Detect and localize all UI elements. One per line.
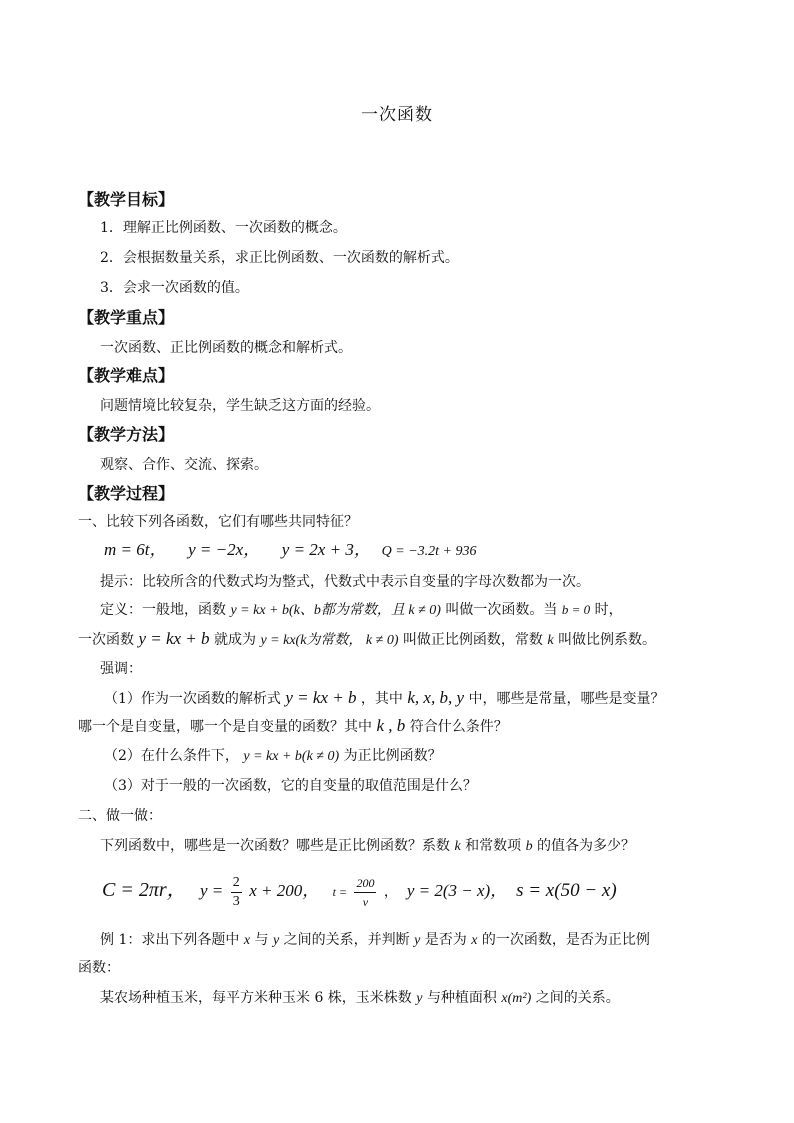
objective-item: 1．理解正比例函数、一次函数的概念。: [100, 220, 347, 236]
difficulties-heading: 【教学难点】: [78, 366, 175, 385]
formula-y-frac: x + 200，: [249, 881, 320, 900]
example-var: y: [414, 933, 421, 948]
methods-text: 观察、合作、交流、探索。: [100, 457, 268, 473]
example-var: x(m²): [501, 991, 532, 1006]
example-var: y: [416, 991, 423, 1006]
question-text: 符合什么条件？: [409, 719, 508, 735]
example-1-line-2: 函数：: [78, 960, 120, 976]
page-title: 一次函数: [361, 105, 433, 125]
definition-text: 一次函数: [78, 632, 134, 648]
definition-condition: b = 0: [561, 602, 591, 617]
example-text: 的一次函数，是否为正比例: [481, 932, 650, 948]
question-var: k: [454, 839, 461, 854]
question-3: （3）对于一般的一次函数，它的自变量的取值范围是什么？: [104, 778, 477, 794]
definition-text: 叫做比例系数。: [558, 632, 657, 648]
emphasis-label: 强调：: [100, 661, 142, 677]
hint-text: 提示：比较所含的代数式均为整式，代数式中表示自变量的字母次数都为一次。: [100, 574, 590, 590]
example-text: 某农场种植玉米，每平方米种玉米 6 株，玉米株数: [100, 990, 412, 1006]
question-text: 中，哪些是常量，哪些是变量？: [468, 691, 665, 707]
difficulties-text: 问题情境比较复杂，学生缺乏这方面的经验。: [100, 398, 380, 414]
objectives-heading: 【教学目标】: [78, 190, 175, 209]
methods-heading: 【教学方法】: [78, 425, 175, 444]
definition-formula: y = kx + b: [138, 629, 210, 648]
example-text: 与: [254, 932, 269, 948]
part2-title: 二、做一做：: [78, 808, 162, 824]
example-text: 之间的关系。: [535, 990, 620, 1006]
definition-formula: y = kx + b(k、b都为常数，且 k ≠ 0): [230, 603, 441, 618]
question-text: （2）在什么条件下，: [104, 748, 239, 764]
question-text: 为正比例函数？: [343, 748, 442, 764]
definition-text: 定义：一般地，函数: [100, 602, 226, 618]
formula-q: Q = −3.2t + 936: [381, 544, 477, 559]
question-text: 的值各为多少？: [537, 838, 636, 854]
part2-formulas: [102, 870, 617, 912]
objective-item: 3．会求一次函数的值。: [100, 280, 249, 296]
objective-item: 2．会根据数量关系，求正比例函数、一次函数的解析式。: [100, 250, 459, 266]
question-1-line-1: [104, 688, 664, 709]
question-formula: y = kx + b(k ≠ 0): [243, 749, 340, 764]
example-1-line-1: [100, 930, 650, 951]
formula-y-paren: y = 2(3 − x)，: [406, 881, 508, 900]
fraction-denominator: 3: [232, 893, 240, 909]
formula-c: C = 2πr，: [102, 879, 187, 901]
example-1-item: [100, 988, 620, 1009]
fraction-two-thirds: [231, 874, 242, 911]
question-text: ，其中: [360, 691, 403, 707]
example-var: x: [243, 933, 251, 948]
formula-t: ，: [383, 884, 398, 900]
formula-t: t =: [332, 885, 348, 899]
definition-formula: y = kx(k为常数， k ≠ 0): [260, 633, 399, 648]
fraction-numerator: 2: [231, 874, 242, 893]
formula-y2: y = 2x + 3，: [281, 540, 371, 559]
definition-text: 叫做一次函数。当: [445, 602, 558, 618]
example-var: y: [272, 933, 280, 948]
definition-text: 叫做正比例函数，常数: [402, 632, 543, 648]
example-text: 之间的关系，并判断: [283, 932, 410, 948]
part1-formulas: [104, 540, 476, 562]
question-text: 下列函数中，哪些是一次函数？哪些是正比例函数？系数: [100, 838, 450, 854]
formula-s: s = x(50 − x): [516, 880, 617, 901]
definition-line-2: [78, 629, 656, 651]
formula-m: m = 6t，: [104, 540, 167, 559]
example-text: 与种植面积: [426, 990, 497, 1006]
example-text: 是否为: [424, 932, 467, 948]
definition-line-1: [100, 600, 623, 621]
question-text: （1）作为一次函数的解析式: [104, 691, 281, 707]
part2-question: [100, 836, 635, 857]
fraction-denominator: v: [362, 894, 369, 909]
part1-title: 一、比较下列各函数，它们有哪些共同特征？: [78, 514, 358, 530]
example-text: 例 1：求出下列各题中: [100, 932, 240, 948]
key-points-heading: 【教学重点】: [78, 308, 175, 327]
formula-y-frac: y =: [200, 881, 224, 900]
question-var: b: [525, 839, 533, 854]
example-var: x: [471, 933, 478, 948]
fraction-numerator: 200: [354, 874, 376, 893]
definition-var: k: [547, 633, 554, 648]
question-1-line-2: [78, 716, 508, 737]
question-text: 哪一个是自变量，哪一个是自变量的函数？其中: [78, 719, 372, 735]
key-points-text: 一次函数、正比例函数的概念和解析式。: [100, 340, 352, 356]
question-2: [104, 746, 442, 767]
question-text: 和常数项: [465, 838, 522, 854]
question-formula: y = kx + b: [285, 688, 357, 707]
definition-text: 就成为: [214, 632, 256, 648]
question-vars: k, x, b, y: [407, 688, 465, 707]
question-vars: k , b: [376, 716, 406, 735]
fraction-200-v: [354, 874, 376, 911]
process-heading: 【教学过程】: [78, 484, 175, 503]
definition-text: 时，: [594, 602, 623, 618]
formula-y1: y = −2x，: [188, 540, 261, 559]
